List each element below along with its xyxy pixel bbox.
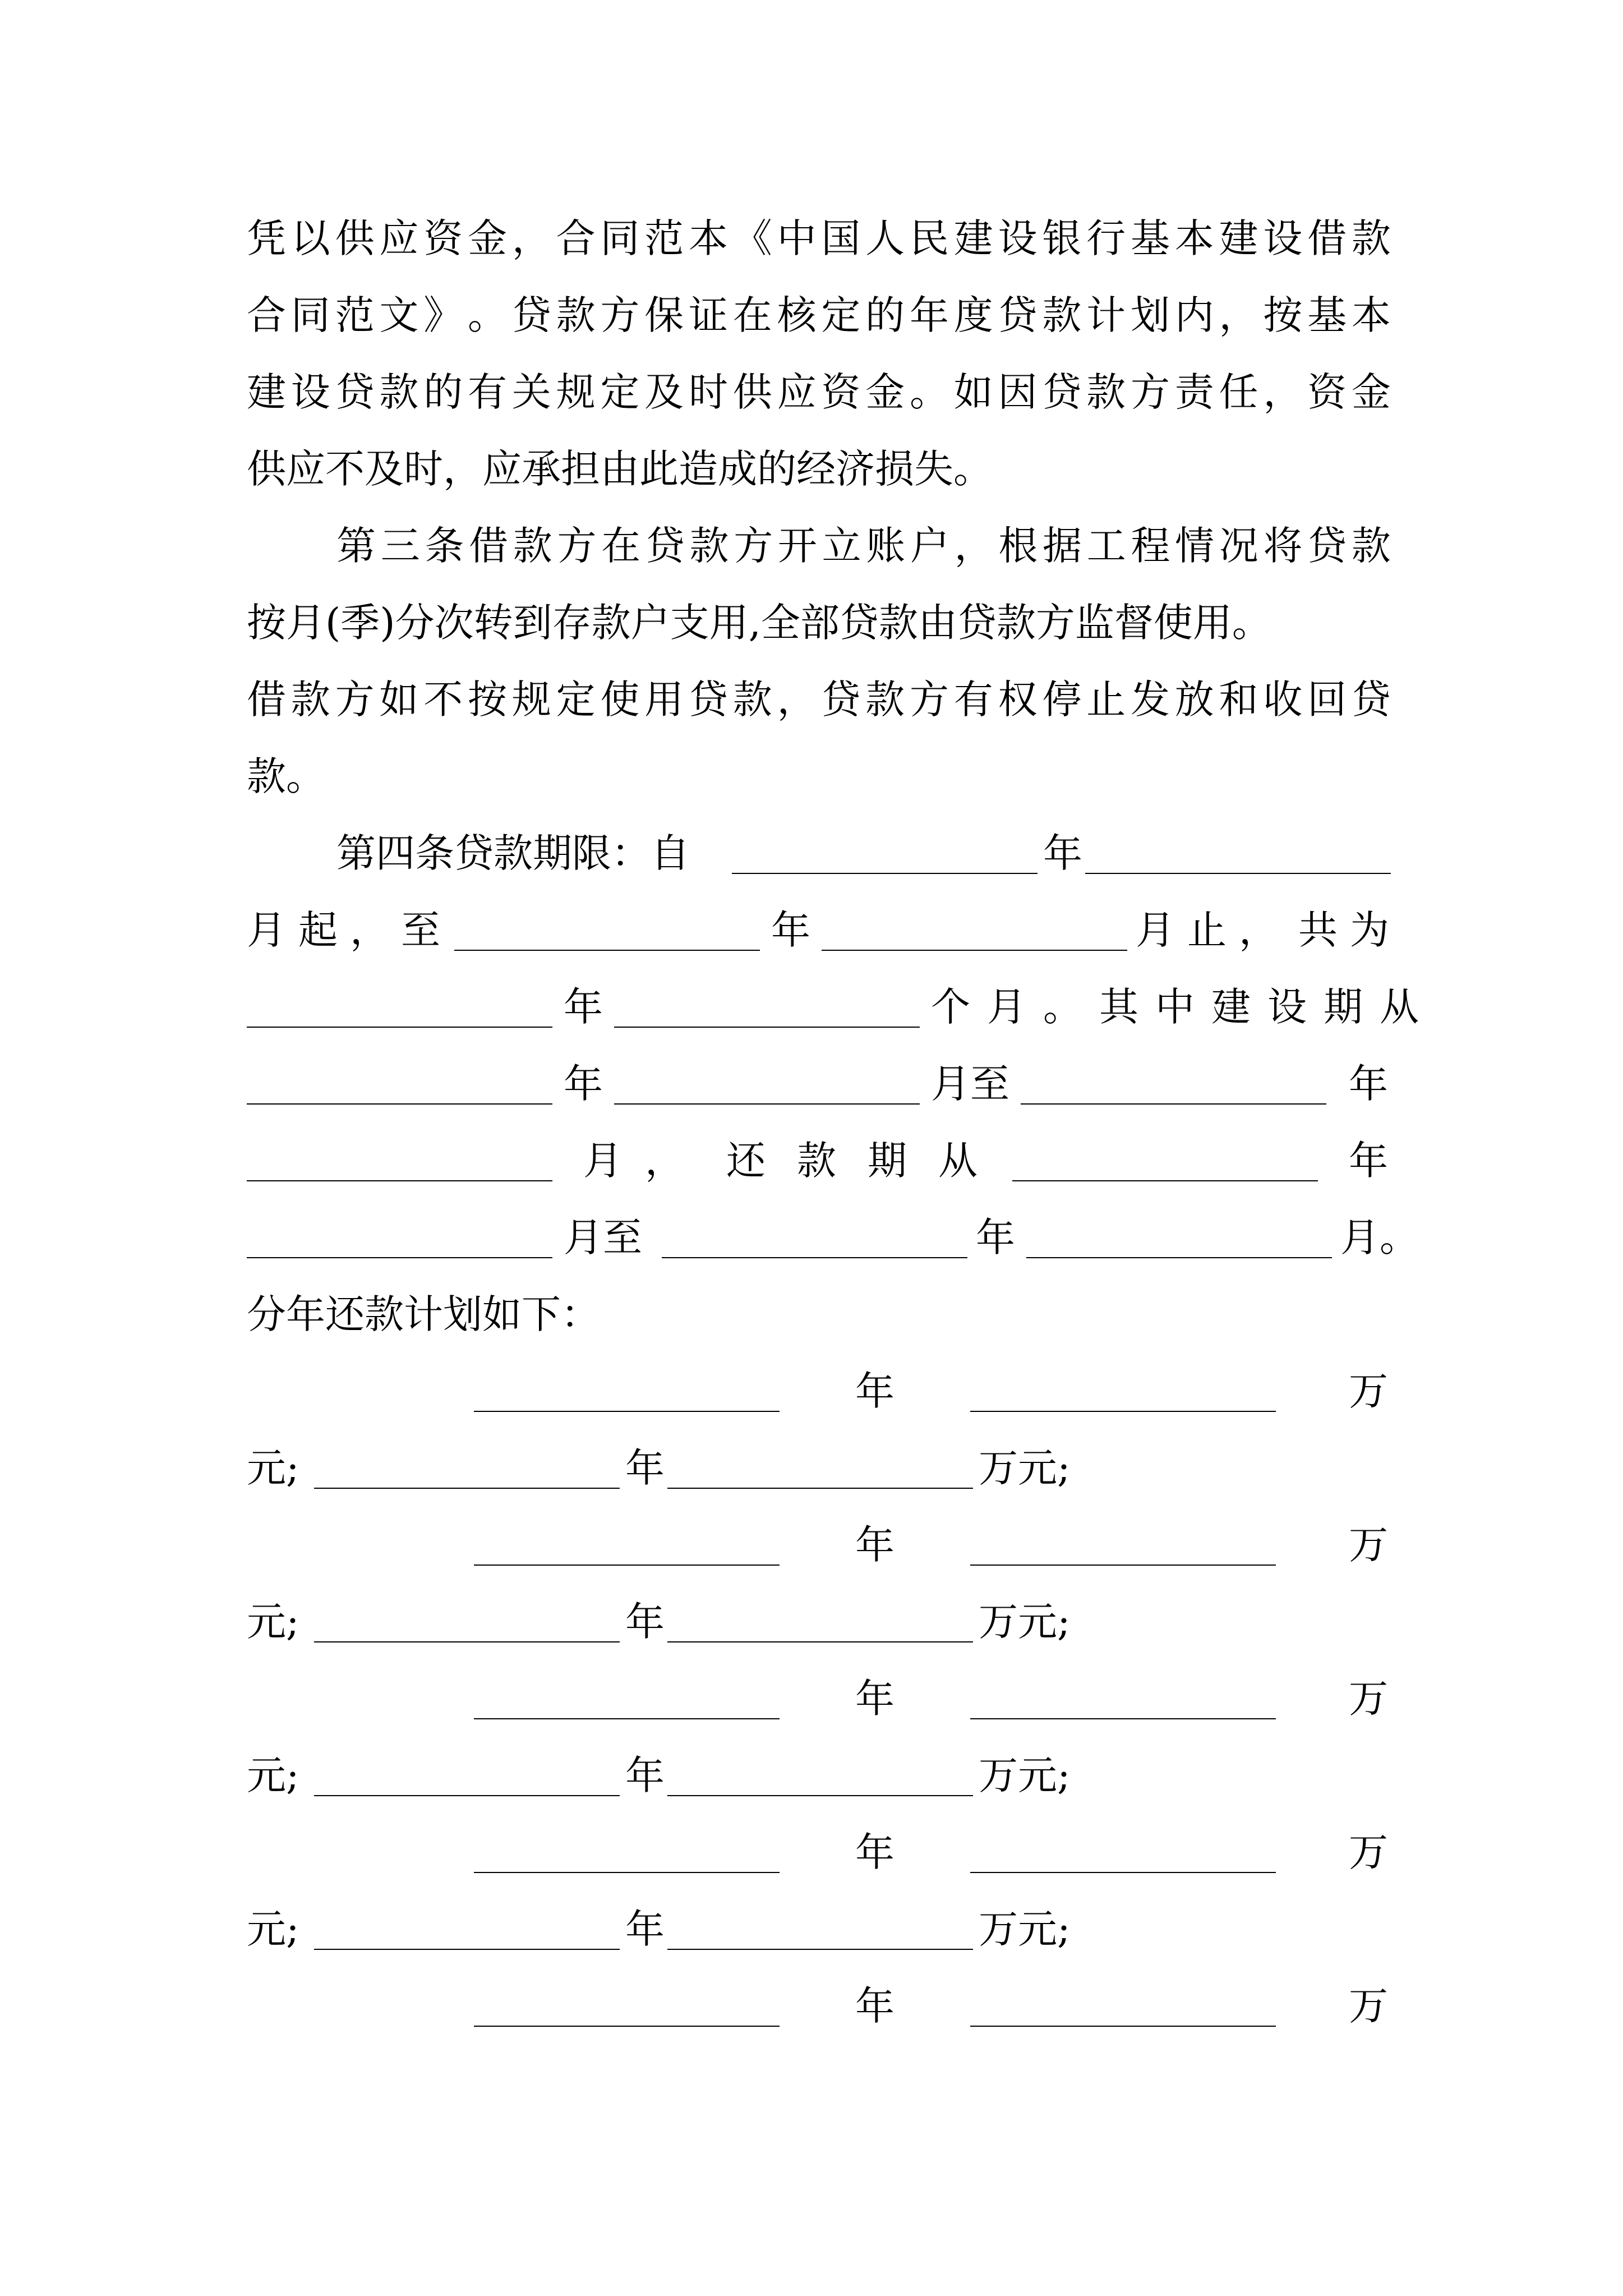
label-yuan: 元; <box>247 1445 299 1491</box>
label-wan: 万 <box>1349 1829 1388 1875</box>
plan-row-amount <box>247 1821 1391 1883</box>
article-3-line: 按月(季)分次转到存款户支用,全部贷款由贷款方监督使用。 <box>247 600 1271 646</box>
loan-term-line-4 <box>247 1053 1391 1115</box>
blank-month[interactable] <box>247 1218 552 1258</box>
blank-year[interactable] <box>474 1679 780 1719</box>
label-month-from: 月起， <box>247 907 402 953</box>
blank-years-total[interactable] <box>247 987 552 1028</box>
blank-year[interactable] <box>474 1986 780 2027</box>
blank-year[interactable] <box>454 910 760 951</box>
blank-year[interactable] <box>314 1602 620 1642</box>
article-3-line: 款。 <box>247 753 325 799</box>
label-yuan: 元; <box>247 1906 299 1952</box>
loan-term-line-6 <box>247 1207 1419 1268</box>
label-year: 年 <box>771 907 810 953</box>
blank-year[interactable] <box>314 1910 620 1950</box>
label-month-to: 月至 <box>931 1061 1009 1107</box>
blank-year[interactable] <box>1021 1064 1326 1105</box>
label-year: 年 <box>1349 1061 1388 1107</box>
label-year: 年 <box>1349 1138 1388 1184</box>
label-year: 年 <box>625 1599 665 1645</box>
plan-intro: 分年还款计划如下： <box>247 1291 600 1337</box>
blank-amount[interactable] <box>970 1679 1276 1719</box>
label-year: 年 <box>855 1829 895 1875</box>
paragraph-line: 合 同 范 文 》 。 贷 款 方 保 证 在 核 定 的 年 度 贷 款 计 划 内 ， 按 基 本 <box>247 292 1391 338</box>
label-year: 年 <box>855 1522 895 1568</box>
blank-year[interactable] <box>474 1525 780 1566</box>
plan-row-amount <box>247 1437 1391 1499</box>
loan-term-line-3 <box>247 976 1436 1038</box>
article-4-lead: 第四条贷款期限：自 <box>336 830 690 876</box>
loan-term-line-1 <box>247 822 1391 884</box>
blank-year[interactable] <box>1012 1141 1318 1181</box>
label-wan: 万 <box>1349 1676 1388 1722</box>
plan-row-amount <box>247 1975 1391 2037</box>
label-wan: 万 <box>1349 1522 1388 1568</box>
label-year: 年 <box>976 1214 1015 1260</box>
loan-term-line-2 <box>247 899 1401 961</box>
plan-row-amount <box>247 1898 1391 1960</box>
blank-amount[interactable] <box>667 1756 973 1796</box>
label-year: 年 <box>855 1676 895 1722</box>
blank-year[interactable] <box>314 1756 620 1796</box>
label-comma: ， <box>645 1138 684 1184</box>
blank-month[interactable] <box>1026 1218 1332 1258</box>
blank-amount[interactable] <box>667 1910 973 1950</box>
blank-year[interactable] <box>247 1064 552 1105</box>
plan-row-amount <box>247 1591 1391 1653</box>
label-yuan: 元; <box>247 1752 299 1798</box>
plan-row-amount <box>247 1514 1391 1576</box>
label-year: 年 <box>625 1752 665 1798</box>
blank-amount[interactable] <box>667 1602 973 1642</box>
blank-month[interactable] <box>614 1064 920 1105</box>
blank-amount[interactable] <box>970 1372 1276 1412</box>
label-to: 至 <box>401 907 440 953</box>
blank-amount[interactable] <box>970 1986 1276 2027</box>
paragraph-line: 凭 以 供 应 资 金 ， 合 同 范 本 《 中 国 人 民 建 设 银 行 基 本 建 设 借 款 <box>247 215 1391 261</box>
blank-month[interactable] <box>247 1141 552 1181</box>
paragraph-line: 建 设 贷 款 的 有 关 规 定 及 时 供 应 资 金 。 如 因 贷 款 方 责 任 ， 资 金 <box>247 369 1391 415</box>
label-month: 月 <box>583 1138 623 1184</box>
label-repay-period: 还款期从 <box>726 1138 1009 1184</box>
label-year: 年 <box>1043 830 1082 876</box>
label-wan: 万 <box>1349 1983 1388 2029</box>
blank-year[interactable] <box>732 834 1038 874</box>
blank-year[interactable] <box>314 1448 620 1489</box>
label-year: 年 <box>855 1983 895 2029</box>
blank-year[interactable] <box>474 1833 780 1873</box>
label-month-to: 月至 <box>564 1214 642 1260</box>
label-month-end: 月。 <box>1340 1214 1419 1260</box>
label-year: 年 <box>855 1368 895 1414</box>
blank-months-total[interactable] <box>614 987 920 1028</box>
label-wanyuan: 万元; <box>979 1752 1071 1798</box>
article-3-line: 借 款 方 如 不 按 规 定 使 用 贷 款 ， 贷 款 方 有 权 停 止 发 放 和 收 回 贷 <box>247 677 1391 723</box>
label-wan: 万 <box>1349 1368 1388 1414</box>
label-year: 年 <box>564 984 603 1030</box>
label-wanyuan: 万元; <box>979 1906 1071 1952</box>
article-3-line: 第 三 条 借 款 方 在 贷 款 方 开 立 账 户 ， 根 据 工 程 情 况 将 贷 款 <box>336 523 1391 569</box>
blank-month[interactable] <box>822 910 1127 951</box>
label-yuan: 元; <box>247 1599 299 1645</box>
blank-year[interactable] <box>662 1218 967 1258</box>
label-year: 年 <box>625 1906 665 1952</box>
loan-term-line-5 <box>247 1130 1391 1191</box>
blank-amount[interactable] <box>970 1525 1276 1566</box>
plan-row-amount <box>247 1745 1391 1806</box>
label-total: 共为 <box>1298 907 1401 953</box>
label-wanyuan: 万元; <box>979 1445 1071 1491</box>
blank-year[interactable] <box>474 1372 780 1412</box>
label-months-construction: 个月。其中建设期从 <box>931 984 1436 1030</box>
label-year: 年 <box>625 1445 665 1491</box>
plan-row-amount <box>247 1668 1391 1729</box>
blank-amount[interactable] <box>667 1448 973 1489</box>
label-month-until: 月止， <box>1136 907 1290 953</box>
label-year: 年 <box>564 1061 603 1107</box>
blank-month[interactable] <box>1085 834 1391 874</box>
label-wanyuan: 万元; <box>979 1599 1071 1645</box>
paragraph-line: 供应不及时，应承担由此造成的经济损失。 <box>247 446 993 492</box>
blank-amount[interactable] <box>970 1833 1276 1873</box>
plan-row-amount <box>247 1360 1391 1422</box>
